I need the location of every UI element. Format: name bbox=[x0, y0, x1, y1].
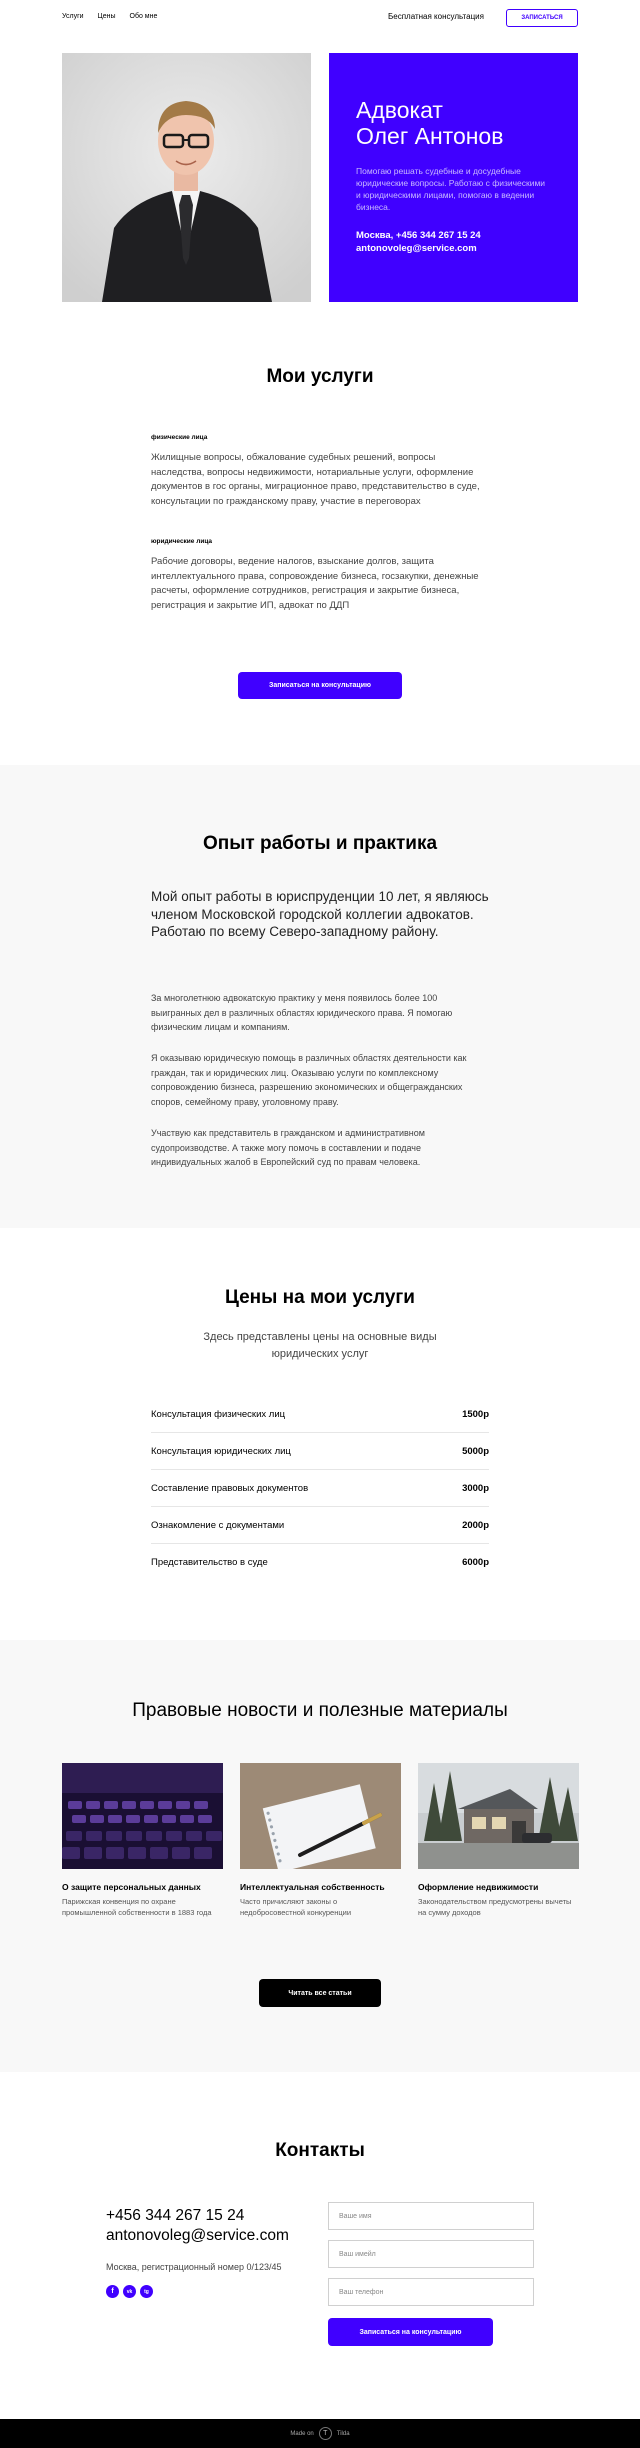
news-image-keyboard bbox=[62, 1763, 223, 1869]
service-text: Жилищные вопросы, обжалование судебных решений, вопросы наследства, вопросы недвижимости, нотариальные услуги, оформление документов в гос органы, миграционное право, представительство в суде, консультации по гражданскому праву, участие в переговорах bbox=[151, 452, 480, 507]
news-card-text: Законодательством предусмотрены вычеты на сумму доходов bbox=[418, 1897, 572, 1917]
tilda-brand[interactable]: Tilda bbox=[336, 2430, 350, 2437]
nav-item-about[interactable]: Обо мне bbox=[129, 13, 158, 20]
hero-title-line1: Адвокат bbox=[356, 97, 443, 123]
contacts-title: Контакты bbox=[275, 2140, 365, 2161]
contact-address: Москва, регистрационный номер 0/123/45 bbox=[106, 2262, 282, 2272]
prices-subtitle: Здесь представлены цены на основные виды юридических услуг bbox=[203, 1331, 437, 1360]
tilda-logo-icon[interactable]: T bbox=[319, 2427, 332, 2440]
hero-title-line2: Олег Антонов bbox=[356, 123, 504, 149]
experience-paragraph: Я оказываю юридическую помощь в различных областях деятельности как граждан, так и юридических лиц. Оказываю услуги по комплексному сопровождению бизнеса, разрешению экономических и общегражданских споров, семейному праву, уголовному праву. bbox=[151, 1053, 467, 1107]
news-card-text: Парижская конвенция по охране промышленной собственности в 1883 года bbox=[62, 1897, 212, 1917]
nav-item-services[interactable]: Услуги bbox=[62, 13, 84, 20]
price-name: Ознакомление с документами bbox=[151, 1519, 285, 1531]
service-block-individuals bbox=[151, 434, 489, 509]
news-image-house bbox=[418, 1763, 579, 1869]
price-value: 3000р bbox=[462, 1482, 489, 1494]
price-table bbox=[151, 1396, 489, 1581]
name-input[interactable]: Ваше имя bbox=[328, 2202, 534, 2230]
news-card-title: О защите персональных данных bbox=[62, 1882, 201, 1892]
news-card[interactable] bbox=[62, 1763, 223, 1918]
price-value: 2000р bbox=[462, 1519, 489, 1531]
made-on-label: Made on bbox=[290, 2430, 314, 2437]
signup-button[interactable]: ЗАПИСАТЬСЯ bbox=[506, 9, 578, 27]
news-card[interactable] bbox=[418, 1763, 579, 1918]
price-row bbox=[151, 1470, 489, 1507]
price-name: Представительство в суде bbox=[151, 1557, 268, 1568]
hero-title bbox=[356, 97, 552, 149]
news-card-text: Часто причисляют законы о недобросовестной конкуренции bbox=[240, 1897, 352, 1917]
hero-card bbox=[329, 53, 578, 302]
experience-lead: Мой опыт работы в юриспруденции 10 лет, я являюсь членом Московской городской коллегии адвокатов. Работаю по всему Северо-западному району. bbox=[151, 889, 489, 939]
vk-icon[interactable]: vk bbox=[123, 2285, 136, 2298]
phone-input[interactable]: Ваш телефон bbox=[328, 2278, 534, 2306]
service-category: юридические лица bbox=[151, 538, 213, 545]
services-title: Мои услуги bbox=[266, 366, 374, 387]
free-consultation-link[interactable]: Бесплатная консультация bbox=[388, 12, 484, 21]
experience-title: Опыт работы и практика bbox=[202, 833, 438, 854]
consultation-button[interactable]: Записаться на консультацию bbox=[238, 672, 402, 699]
news-image-notebook bbox=[240, 1763, 401, 1869]
footer bbox=[0, 2419, 640, 2448]
price-row bbox=[151, 1396, 489, 1433]
facebook-icon[interactable]: f bbox=[106, 2285, 119, 2298]
hero-description: Помогаю решать судебные и досудебные юридические вопросы. Работаю с физическими и юридическими лицами, помогаю в ведении бизнеса. bbox=[356, 166, 546, 212]
news-card-title: Оформление недвижимости bbox=[418, 1882, 539, 1892]
top-nav bbox=[62, 13, 157, 20]
news-card-title: Интеллектуальная собственность bbox=[240, 1882, 385, 1892]
nav-item-prices[interactable]: Цены bbox=[97, 13, 116, 20]
price-value: 5000р bbox=[462, 1445, 489, 1457]
price-value: 6000р bbox=[462, 1557, 489, 1568]
service-block-companies bbox=[151, 538, 489, 613]
service-text: Рабочие договоры, ведение налогов, взыскание долгов, защита интеллектуального права, сопровождение бизнеса, госзакупки, денежные расчеты, оформление сотрудников, регистрация и закрытие бизнеса, регистрация и закрытие ИП, адвокат по ДДП bbox=[151, 556, 479, 611]
service-category: физические лица bbox=[151, 434, 208, 441]
email-input[interactable]: Ваш имейл bbox=[328, 2240, 534, 2268]
experience-paragraph: За многолетнюю адвокатскую практику у меня появилось более 100 выигранных дел в различных областях юридического права. Я помогаю физическим лицам и компаниям. bbox=[151, 993, 453, 1032]
news-title: Правовые новости и полезные материалы bbox=[132, 1700, 508, 1721]
price-row bbox=[151, 1433, 489, 1470]
header bbox=[0, 0, 640, 36]
experience-paragraph: Участвую как представитель в гражданском и административном судопроизводстве. А также могу помочь в составлении и подаче индивидуальных жалоб в Европейский суд по правам человека. bbox=[151, 1128, 425, 1167]
submit-consultation-button[interactable]: Записаться на консультацию bbox=[328, 2318, 493, 2346]
hero-email[interactable]: antonovoleg@service.com bbox=[356, 243, 477, 254]
price-row bbox=[151, 1507, 489, 1544]
read-all-articles-button[interactable]: Читать все статьи bbox=[259, 1979, 381, 2007]
contact-phone[interactable]: +456 344 267 15 24 bbox=[106, 2207, 245, 2224]
news-card[interactable] bbox=[240, 1763, 401, 1918]
lawyer-portrait bbox=[62, 53, 311, 302]
hero-phone[interactable]: Москва, +456 344 267 15 24 bbox=[356, 230, 481, 241]
price-value: 1500р bbox=[462, 1408, 489, 1420]
prices-title: Цены на мои услуги bbox=[225, 1287, 415, 1308]
price-name: Консультация физических лиц bbox=[151, 1408, 286, 1420]
price-name: Составление правовых документов bbox=[151, 1482, 309, 1494]
price-row bbox=[151, 1544, 489, 1581]
portrait-illustration bbox=[62, 53, 311, 302]
contact-email[interactable]: antonovoleg@service.com bbox=[106, 2227, 289, 2244]
price-name: Консультация юридических лиц bbox=[151, 1445, 291, 1457]
telegram-icon[interactable]: tg bbox=[140, 2285, 153, 2298]
